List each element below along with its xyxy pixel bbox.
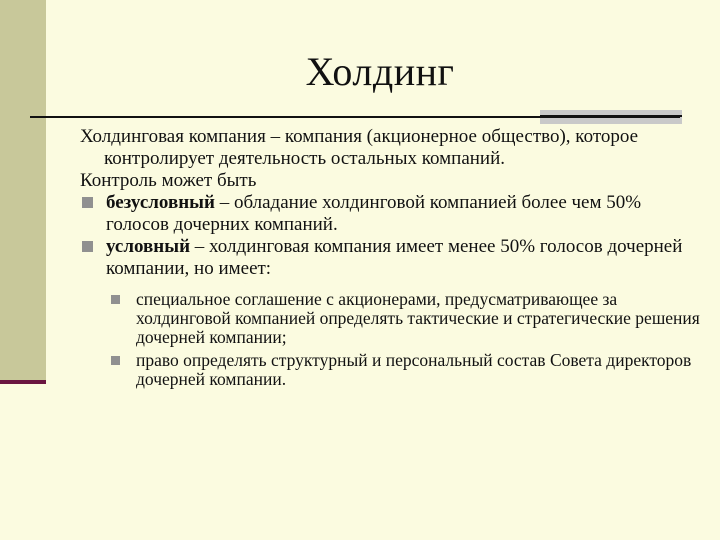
bullet-term: условный [106,236,191,257]
square-bullet-icon [111,295,120,304]
left-accent-bar-edge [0,380,46,384]
bullet-conditional [80,236,700,280]
bullet-text: – холдинговая компания имеет менее 50% голосов дочерней компании, но имеет: [106,236,683,279]
definition-text: Холдинговая компания – компания (акционерное общество), которое контролирует деятельность остальных компаний. [80,126,639,169]
slide-body [80,126,700,389]
sub-bullet-board-right [110,351,700,389]
sub-bullet-text: право определять структурный и персональный состав Совета директоров дочерней компании. [136,350,692,389]
sub-bullet-list [110,290,700,389]
bullet-text: – обладание холдинговой компанией более чем 50% голосов дочерних компаний. [106,192,642,235]
title-rule [30,116,680,118]
control-intro: Контроль может быть [80,170,257,191]
bullet-term: безусловный [106,192,215,213]
bullet-unconditional [80,192,700,236]
square-bullet-icon [82,241,93,252]
square-bullet-icon [111,356,120,365]
sub-bullet-agreement [110,290,700,347]
slide-title: Холдинг [305,49,455,94]
sub-bullet-text: специальное соглашение с акционерами, предусматривающее за холдинговой компанией определять тактические и стратегические решения дочерней компании; [136,289,700,347]
square-bullet-icon [82,197,93,208]
